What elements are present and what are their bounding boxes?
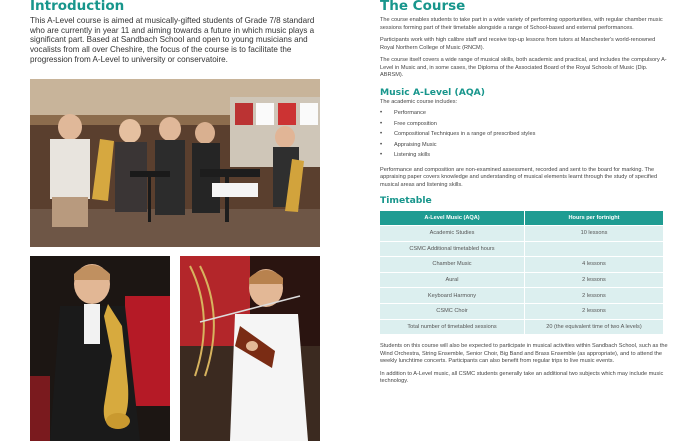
course-description xyxy=(380,17,670,80)
list-item: • Compositional Techniques in a range of prescribed styles xyxy=(380,129,670,140)
timetable-heading: Timetable xyxy=(380,195,432,206)
table-row xyxy=(380,226,663,241)
column-header: A-Level Music (AQA) xyxy=(380,211,524,225)
right-column xyxy=(380,0,670,441)
list-item: • Performance xyxy=(380,108,670,119)
the-course-heading: The Course xyxy=(380,0,466,14)
list-item: • Free composition xyxy=(380,119,670,130)
music-a-level-heading: Music A-Level (AQA) xyxy=(380,86,485,98)
hours-cell: 20 (the equivalent time of two A levels) xyxy=(525,320,663,335)
subject-cell: Academic Studies xyxy=(380,226,524,241)
hours-cell: 4 lessons xyxy=(525,257,663,272)
subject-cell: Chamber Music xyxy=(380,257,524,272)
closing-paragraph: Students on this course will also be expected to participate in musical activities within Sandbach School, such as the Wind Orchestra, String Ensemble, Senior Choir, Big Band and Brass Ensemble (as appropriate), and to attend the weekly lunchtime concerts. Participants can also benefit from regular trips to live music events. xyxy=(380,343,668,365)
subject-cell: Aural xyxy=(380,273,524,288)
table-header-row xyxy=(380,211,663,225)
ensemble-photo xyxy=(30,79,320,247)
subject-cell: CSMC Choir xyxy=(380,304,524,319)
course-components-list xyxy=(380,108,670,161)
subject-cell: CSMC Additional timetabled hours xyxy=(380,242,524,257)
table-row xyxy=(380,273,663,288)
violin-photo xyxy=(180,256,320,441)
table-row xyxy=(380,242,663,257)
column-header: Hours per fortnight xyxy=(525,211,663,225)
table-row xyxy=(380,257,663,272)
subject-cell: Total number of timetabled sessions xyxy=(380,320,524,335)
timetable-table xyxy=(379,210,664,335)
course-paragraph: The course itself covers a wide range of musical skills, both academic and practical, and includes the compulsory A-Level in Music and, in some cases, the Diploma of the Associated Board of the Royal Schools of Music (Dip. ABRSM). xyxy=(380,57,667,78)
hours-cell: 2 lessons xyxy=(525,288,663,303)
hours-cell: 10 lessons xyxy=(525,226,663,241)
list-item: • Listening skills xyxy=(380,150,670,161)
subject-cell: Keyboard Harmony xyxy=(380,288,524,303)
hours-cell: 2 lessons xyxy=(525,304,663,319)
course-paragraph: Participants work with high calibre staff and receive top-up lessons from tutors at Manchester's world-renowned Royal Northern College of Music (RNCM). xyxy=(380,37,656,51)
hours-cell xyxy=(525,242,663,257)
introduction-heading: Introduction xyxy=(30,0,125,14)
course-paragraph: The course enables students to take part in a wide variety of performing opportunities, with regular chamber music sessions forming part of their timetable alongside a range of School-based and external performances. xyxy=(380,17,663,31)
closing-paragraph: In addition to A-Level music, all CSMC students generally take an additional two subjects which may include music technology. xyxy=(380,370,664,385)
table-row xyxy=(380,288,663,303)
hours-cell: 2 lessons xyxy=(525,273,663,288)
table-row xyxy=(380,304,663,319)
assessment-note: Performance and composition are non-examined assessment, recorded and sent to the board for marking. The appraising paper covers knowledge and understanding of musical elements learnt through the study of specified musical areas and listening skills. xyxy=(380,166,658,188)
table-row xyxy=(380,320,663,335)
academic-course-intro: The academic course includes: xyxy=(380,98,458,105)
list-item: • Appraising Music xyxy=(380,140,670,151)
saxophone-photo xyxy=(30,256,170,441)
introduction-text: This A-Level course is aimed at musically-gifted students of Grade 7/8 standard who are currently in year 11 and aiming towards a future in which music plays a significant part. Based at Sandbach School and open to young musicians and vocalists from all over Cheshire, the focus of the course is to facilitate the progression from A-Level to university or conservatoire. xyxy=(30,16,315,64)
